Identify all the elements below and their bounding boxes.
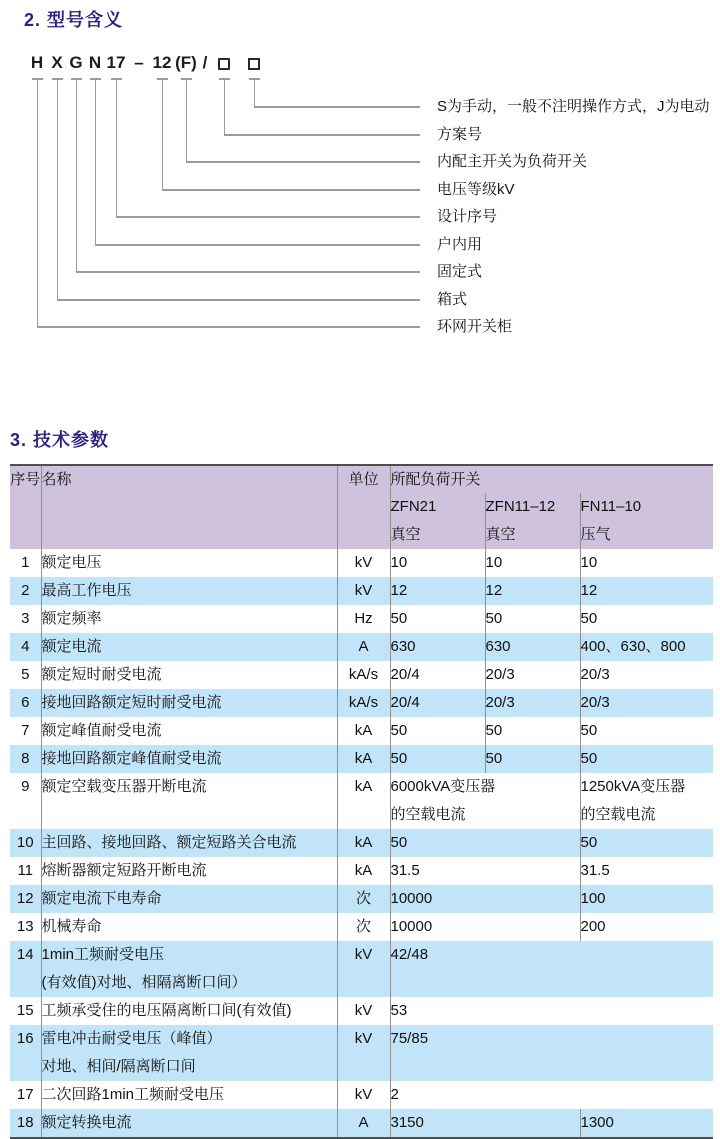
technical-parameters-table [10,464,713,1139]
branch-vertical-line [116,78,118,216]
cell-value [580,913,713,941]
cell-no [10,857,41,885]
cell-value [485,549,580,577]
table-row [10,605,713,633]
branch-vertical-line [224,78,226,134]
cell-value-text-line2: 的空载电流 [580,806,656,823]
col-header-model-3: FN11–10 [580,493,713,521]
cell-value [390,605,485,633]
model-token: – [134,53,144,72]
cell-value-text: 31.5 [580,862,610,879]
branch-label: 户内用 [437,236,483,253]
branch-label: 箱式 [437,291,468,308]
cell-value [485,605,580,633]
cell-name-text: 额定电流下电寿命 [41,890,162,907]
cell-name-text: 接地回路额定短时耐受电流 [41,694,222,711]
branch-vertical-line [162,78,164,189]
branch-vertical-line [254,78,256,106]
table-row [10,745,713,773]
cell-unit [337,1025,390,1081]
branch-horizontal-line [76,271,420,273]
cell-no [10,885,41,913]
model-token: / [202,53,208,72]
cell-value [390,857,580,885]
cell-unit-text: kV [354,1030,373,1047]
cell-value [390,1081,713,1109]
cell-value [390,941,713,997]
cell-no-text: 7 [21,722,30,739]
cell-value-text: 31.5 [390,862,420,879]
cell-no [10,913,41,941]
cell-no-text: 16 [16,1030,34,1047]
cell-value-text: 50 [390,722,408,739]
col-header-name: 名称 [41,465,337,549]
cell-value [580,745,713,773]
col-header-type-3: 压气 [580,521,713,549]
model-token: G [69,53,83,72]
cell-name-text: 熔断器额定短路开断电流 [41,862,207,879]
section-3-title: 3. 技术参数 [10,430,110,450]
branch-vertical-line [37,78,39,326]
cell-name [41,941,337,997]
cell-name-text: 1min工频耐受电压 [41,946,165,963]
cell-name [41,857,337,885]
cell-no [10,717,41,745]
cell-value [390,689,485,717]
table-row [10,1081,713,1109]
cell-value [485,689,580,717]
cell-name [41,773,337,829]
table-row [10,717,713,745]
cell-value [390,633,485,661]
cell-no [10,1109,41,1138]
col-header-model-2: ZFN11–12 [485,493,580,521]
cell-value [580,885,713,913]
cell-value [580,549,713,577]
cell-no [10,577,41,605]
cell-value-text: 53 [390,1002,408,1019]
table-row [10,885,713,913]
cell-value-text: 10000 [390,918,433,935]
branch-horizontal-line [37,326,420,328]
cell-value-text: 20/3 [485,694,515,711]
cell-value [580,689,713,717]
cell-unit [337,829,390,857]
branch-horizontal-line [254,106,420,108]
cell-value [390,1025,713,1081]
cell-no-text: 5 [21,666,30,683]
cell-unit-text: kV [354,946,373,963]
cell-unit-text: 次 [355,890,371,907]
table-body [10,549,713,1138]
cell-value-text: 12 [580,582,598,599]
branch-horizontal-line [186,161,420,163]
cell-unit-text: kA [354,862,373,879]
cell-name [41,913,337,941]
branch-vertical-line [95,78,97,244]
cell-no-text: 6 [21,694,30,711]
cell-value-text: 630 [485,638,511,655]
cell-value-text: 6000kVA变压器 [390,778,496,795]
cell-name-text: 额定转换电流 [41,1114,132,1131]
cell-value-text: 42/48 [390,946,429,963]
cell-no [10,1025,41,1081]
cell-name [41,1025,337,1081]
cell-value-text: 100 [580,890,606,907]
table-row [10,633,713,661]
col-header-no: 序号 [10,465,41,549]
cell-unit-text: kA [354,834,373,851]
cell-value [390,661,485,689]
cell-unit [337,1081,390,1109]
model-token: N [88,53,102,72]
cell-name [41,549,337,577]
cell-no [10,689,41,717]
cell-value-text: 50 [580,610,598,627]
branch-horizontal-line [224,134,420,136]
cell-no-text: 1 [21,554,30,571]
cell-value [580,605,713,633]
cell-name-text-line2: 对地、相间/隔离断口间 [41,1058,196,1075]
table-row [10,829,713,857]
cell-unit [337,633,390,661]
cell-no [10,997,41,1025]
cell-value-text: 50 [485,722,503,739]
table-row [10,857,713,885]
cell-name-text: 额定电压 [41,554,102,571]
cell-no-text: 12 [16,890,34,907]
cell-no-text: 4 [21,638,30,655]
cell-value-text-line2: 的空载电流 [390,806,466,823]
cell-value [580,633,713,661]
cell-value [580,829,713,857]
cell-value-text: 630 [390,638,416,655]
cell-value [390,829,580,857]
table-row [10,1109,713,1138]
cell-value-text: 10 [580,554,598,571]
cell-name-text: 额定短时耐受电流 [41,666,162,683]
cell-name [41,577,337,605]
cell-unit [337,717,390,745]
cell-no-text: 13 [16,918,34,935]
cell-value-text: 12 [390,582,408,599]
cell-unit [337,941,390,997]
cell-value [580,773,713,829]
cell-value [390,717,485,745]
cell-value [390,773,580,829]
cell-value [390,913,580,941]
cell-value [485,661,580,689]
cell-no-text: 15 [16,1002,34,1019]
cell-value-text: 50 [580,722,598,739]
cell-name [41,1081,337,1109]
cell-unit-text: A [358,638,369,655]
cell-unit-text: 次 [355,918,371,935]
model-token: H [30,53,44,72]
cell-name [41,689,337,717]
table-row [10,1025,713,1081]
cell-value [580,661,713,689]
cell-name [41,717,337,745]
cell-unit [337,577,390,605]
cell-unit [337,913,390,941]
cell-value-text: 10 [485,554,503,571]
cell-value [390,549,485,577]
cell-value-text: 12 [485,582,503,599]
cell-no [10,1081,41,1109]
cell-name-text: 主回路、接地回路、额定短路关合电流 [41,834,297,851]
cell-unit-text: kV [354,582,373,599]
branch-vertical-line [186,78,188,161]
cell-unit [337,885,390,913]
cell-value-text: 50 [485,750,503,767]
cell-value [485,745,580,773]
cell-value-text: 1250kVA变压器 [580,778,686,795]
cell-unit-text: A [358,1114,369,1131]
cell-name-text: 雷电冲击耐受电压（峰值） [41,1030,222,1047]
cell-unit-text: kA [354,778,373,795]
cell-no [10,605,41,633]
branch-horizontal-line [162,189,420,191]
cell-unit [337,773,390,829]
branch-vertical-line [76,78,78,271]
cell-unit [337,745,390,773]
col-header-group: 所配负荷开关 [390,465,713,493]
cell-name-text: 最高工作电压 [41,582,132,599]
cell-name-text: 接地回路额定峰值耐受电流 [41,750,222,767]
branch-horizontal-line [116,216,420,218]
cell-unit-text: kA/s [348,694,379,711]
cell-unit [337,1109,390,1138]
model-designation-diagram [0,0,720,420]
model-token: X [51,53,63,72]
cell-no-text: 18 [16,1114,34,1131]
model-token: 17 [106,53,126,72]
col-header-type-2: 真空 [485,521,580,549]
cell-name-text: 额定空载变压器开断电流 [41,778,207,795]
cell-value-text: 20/3 [580,694,610,711]
cell-no-text: 2 [21,582,30,599]
cell-no [10,829,41,857]
table-header [10,465,713,549]
table-row [10,997,713,1025]
cell-no [10,745,41,773]
cell-name [41,661,337,689]
table-row [10,773,713,829]
cell-value-text: 50 [580,750,598,767]
cell-value-text: 50 [580,834,598,851]
cell-value-text: 2 [390,1086,399,1103]
cell-value-text: 400、630、800 [580,638,686,655]
cell-name-text-line2: (有效值)对地、相隔离断口间） [41,974,247,991]
branch-horizontal-line [95,244,420,246]
branch-vertical-line [57,78,59,299]
table-row [10,661,713,689]
branch-label: 内配主开关为负荷开关 [437,153,588,170]
cell-value-text: 50 [485,610,503,627]
branch-label: S为手动，一般不注明操作方式，J为电动 [437,98,710,115]
cell-value [390,1109,580,1138]
col-header-model-1: ZFN21 [390,493,485,521]
cell-value-text: 20/3 [485,666,515,683]
cell-name [41,829,337,857]
cell-no-text: 17 [16,1086,34,1103]
cell-name [41,605,337,633]
cell-value-text: 10000 [390,890,433,907]
cell-name-text: 二次回路1min工频耐受电压 [41,1086,225,1103]
cell-unit [337,689,390,717]
cell-name-text: 额定频率 [41,610,102,627]
cell-value [485,633,580,661]
cell-no-text: 14 [16,946,34,963]
cell-no-text: 3 [21,610,30,627]
branch-label: 固定式 [437,263,483,280]
branch-horizontal-line [57,299,420,301]
cell-unit-text: kA [354,750,373,767]
cell-value-text: 20/4 [390,694,420,711]
cell-value [390,997,713,1025]
cell-value [580,577,713,605]
cell-value [485,717,580,745]
cell-value-text: 75/85 [390,1030,429,1047]
col-header-unit: 单位 [337,465,390,549]
cell-value [580,857,713,885]
branch-label: 环网开关柜 [437,318,513,335]
col-header-type-1: 真空 [390,521,485,549]
cell-unit [337,661,390,689]
model-token: 12 [152,53,172,72]
cell-value-text: 50 [390,834,408,851]
section-2-title: 2. 型号含义 [24,10,124,30]
cell-value-text: 50 [390,610,408,627]
cell-value [390,577,485,605]
cell-name [41,997,337,1025]
cell-unit-text: kV [354,554,373,571]
cell-value [580,1109,713,1138]
cell-unit-text: kA [354,722,373,739]
cell-unit [337,605,390,633]
cell-value-text: 10 [390,554,408,571]
table-row [10,549,713,577]
cell-no-text: 8 [21,750,30,767]
cell-name-text: 额定电流 [41,638,102,655]
table-row [10,689,713,717]
branch-label: 方案号 [437,126,483,143]
cell-no [10,941,41,997]
cell-name-text: 机械寿命 [41,918,102,935]
table-row [10,941,713,997]
cell-unit-text: Hz [354,610,373,627]
cell-unit-text: kV [354,1002,373,1019]
cell-value [390,745,485,773]
cell-no [10,661,41,689]
cell-value [485,577,580,605]
cell-unit-text: kA/s [348,666,379,683]
model-placeholder-box [248,58,260,70]
cell-unit [337,857,390,885]
cell-unit [337,997,390,1025]
branch-label: 设计序号 [437,208,498,225]
cell-unit-text: kV [354,1086,373,1103]
cell-name [41,1109,337,1138]
cell-no [10,633,41,661]
cell-unit [337,549,390,577]
cell-name [41,885,337,913]
cell-name [41,745,337,773]
model-token: (F) [175,53,197,72]
branch-label: 电压等级kV [437,181,515,198]
cell-no [10,549,41,577]
cell-value-text: 50 [390,750,408,767]
cell-value-text: 20/4 [390,666,420,683]
model-placeholder-box [218,58,230,70]
cell-value-text: 1300 [580,1114,614,1131]
cell-name-text: 额定峰值耐受电流 [41,722,162,739]
cell-value-text: 20/3 [580,666,610,683]
cell-name [41,633,337,661]
cell-no-text: 10 [16,834,34,851]
cell-no-text: 11 [17,862,34,879]
table-row [10,913,713,941]
cell-value-text: 200 [580,918,606,935]
cell-value-text: 3150 [390,1114,424,1131]
table-row [10,577,713,605]
cell-no-text: 9 [21,778,30,795]
cell-no [10,773,41,829]
cell-name-text: 工频承受住的电压隔离断口间(有效值) [41,1002,292,1019]
cell-value [580,717,713,745]
cell-value [390,885,580,913]
